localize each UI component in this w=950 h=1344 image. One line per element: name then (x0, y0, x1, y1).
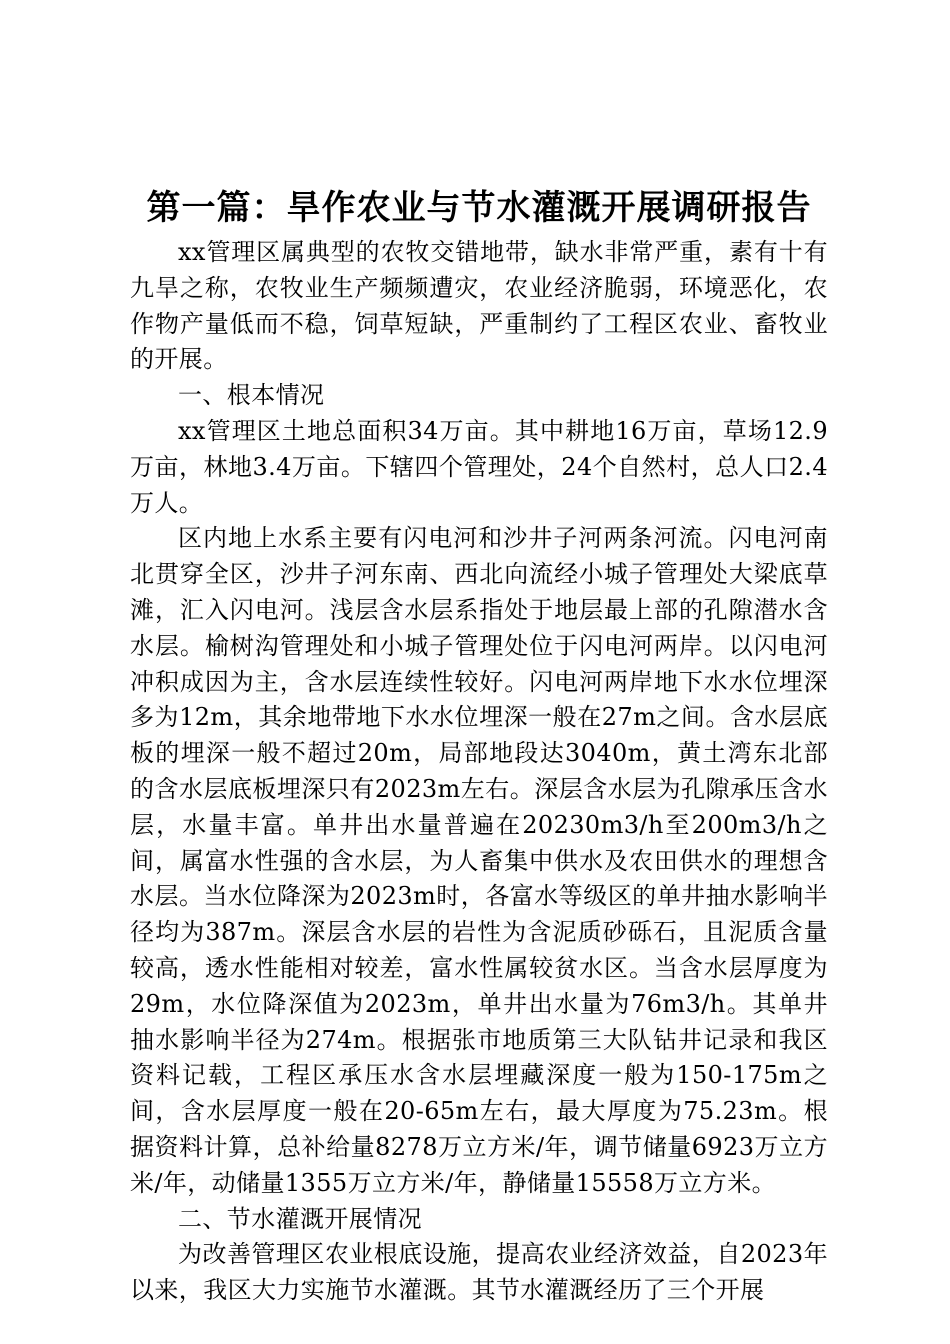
section-heading-basic-situation: 一、根本情况 (178, 381, 325, 410)
document-page (130, 185, 828, 1309)
land-area-paragraph: xx管理区土地总面积34万亩。其中耕地16万亩，草场12.9万亩，林地3.4万亩。下辖四个管理处，24个自然村，总人口2.4万人。 (130, 416, 828, 517)
section-heading-irrigation: 二、节水灌溉开展情况 (178, 1204, 422, 1233)
water-system-paragraph: 区内地上水系主要有闪电河和沙井子河两条河流。闪电河南北贯穿全区，沙井子河东南、西北向流经小城子管理处大梁底草滩，汇入闪电河。浅层含水层系指处于地层最上部的孔隙潜水含水层。榆树沟管理处和小城子管理处位于闪电河两岸。以闪电河冲积成因为主，含水层连续性较好。闪电河两岸地下水水位埋深多为12m，其余地带地下水水位埋深一般在27m之间。含水层底板的埋深一般不超过20m，局部地段达3040m，黄土湾东北部的含水层底板埋深只有2023m左右。深层含水层为孔隙承压含水层，水量丰富。单井出水量普遍在20230m3/h至200m3/h之间，属富水性强的含水层，为人畜集中供水及农田供水的理想含水层。当水位降深为2023m时，各富水等级区的单井抽水影响半径均为387m。深层含水层的岩性为含泥质砂砾石，且泥质含量较高，透水性能相对较差，富水性属较贫水区。当含水层厚度为29m，水位降深值为2023m，单井出水量为76m3/h。其单井抽水影响半径为274m。根据张市地质第三大队钻井记录和我区资料记载，工程区承压水含水层埋藏深度一般为150-175m之间，含水层厚度一般在20-65m左右，最大厚度为75.23m。根据资料计算，总补给量8278万立方米/年，调节储量6923万立方米/年，动储量1355万立方米/年，静储量15558万立方米。 (130, 524, 828, 1197)
document-title: 第一篇：旱作农业与节水灌溉开展调研报告 (146, 188, 812, 228)
intro-paragraph: xx管理区属典型的农牧交错地带，缺水非常严重，素有十有九旱之称，农牧业生产频频遭灾，农业经济脆弱，环境恶化，农作物产量低而不稳，饲草短缺，严重制约了工程区农业、畜牧业的开展。 (130, 238, 828, 374)
irrigation-paragraph: 为改善管理区农业根底设施，提高农业经济效益，自2023年以来，我区大力实施节水灌溉。其节水灌溉经历了三个开展 (130, 1240, 828, 1305)
